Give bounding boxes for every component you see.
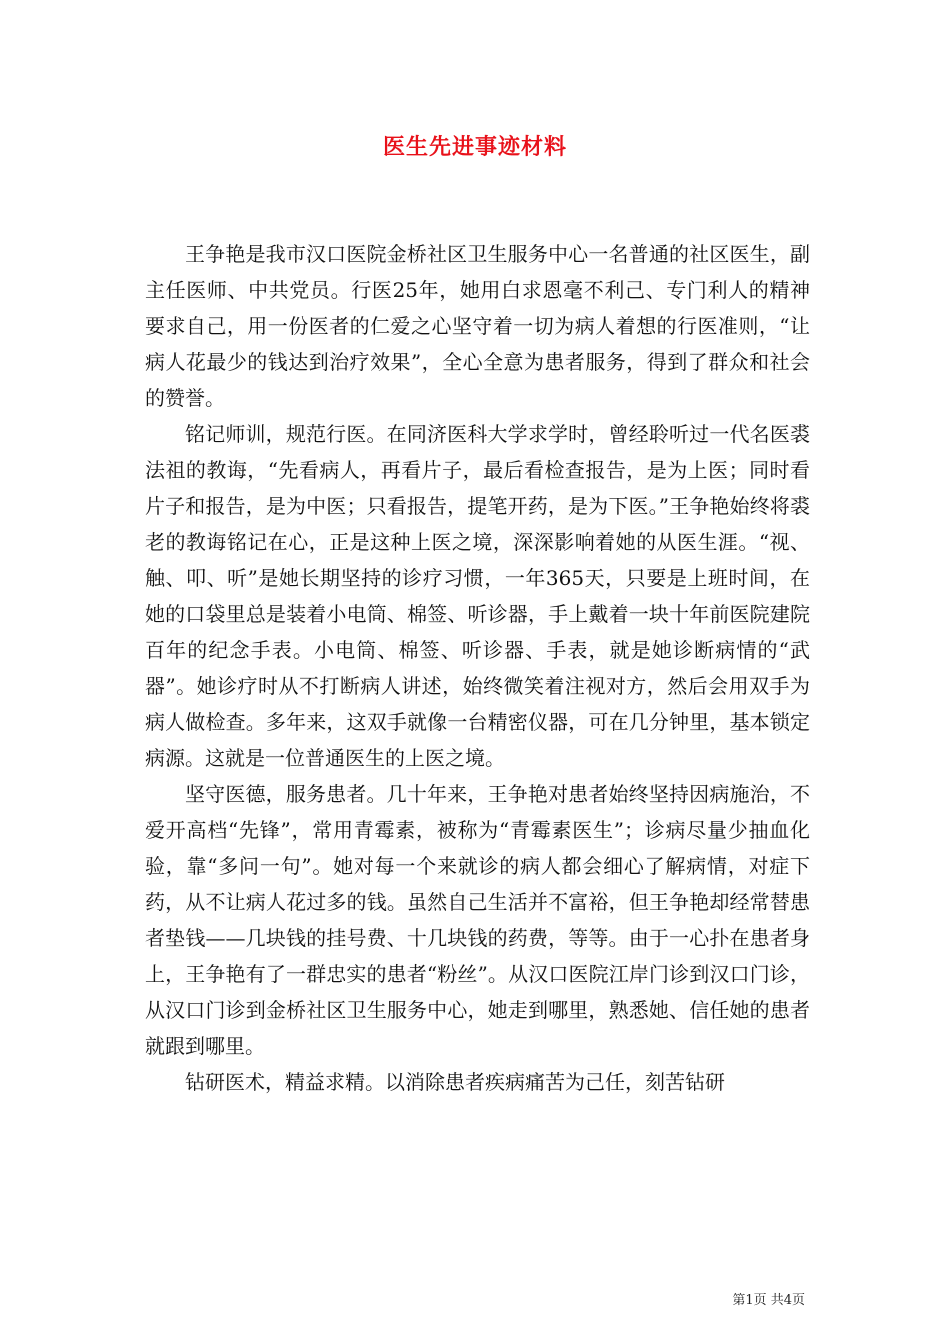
paragraph: 钻研医术，精益求精。以消除患者疾病痛苦为己任，刻苦钻研 <box>185 1070 725 1094</box>
paragraph: 铭记师训，规范行医。在同济医科大学求学时，曾经聆听过一代名医裘法祖的教诲，“先看病人，再看片子，最后看检查报告，是为上医；同时看片子和报告，是为中医；只看报告，提笔开药，是为下医。”王争艳始终将裘老的教诲铭记在心，正是这种上医之境，深深影响着她的从医生涯。“视、触、叩、听”是她长期坚持的诊疗习惯，一年365天，只要是上班时间，在她的口袋里总是装着小电筒、棉签、听诊器，手上戴着一块十年前医院建院百年的纪念手表。小电筒、棉签、听诊器、手表，就是她诊断病情的“武器”。她诊疗时从不打断病人讲述，始终微笑着注视对方，然后会用双手为病人做检查。多年来，这双手就像一台精密仪器，可在几分钟里，基本锁定病源。这就是一位普通医生的上医之境。 <box>145 422 810 770</box>
paragraph: 坚守医德，服务患者。几十年来，王争艳对患者始终坚持因病施治，不爱开高档“先锋”，常用青霉素，被称为“青霉素医生”；诊病尽量少抽血化验，靠“多问一句”。她对每一个来就诊的病人都会细心了解病情，对症下药，从不让病人花过多的钱。虽然自己生活并不富裕，但王争艳却经常替患者垫钱——几块钱的挂号费、十几块钱的药费，等等。由于一心扑在患者身上，王争艳有了一群忠实的患者“粉丝”。从汉口医院江岸门诊到汉口门诊，从汉口门诊到金桥社区卫生服务中心，她走到哪里，熟悉她、信任她的患者就跟到哪里。 <box>145 782 810 1058</box>
page-number-footer: 第1页 共4页 <box>732 1293 805 1308</box>
paragraph: 王争艳是我市汉口医院金桥社区卫生服务中心一名普通的社区医生，副主任医师、中共党员。行医25年，她用白求恩毫不利己、专门利人的精神要求自己，用一份医者的仁爱之心坚守着一切为病人着想的行医准则，“让病人花最少的钱达到治疗效果”，全心全意为患者服务，得到了群众和社会的赞誉。 <box>145 242 810 410</box>
document-title: 医生先进事迹材料 <box>382 134 567 160</box>
document-body <box>145 236 810 1100</box>
